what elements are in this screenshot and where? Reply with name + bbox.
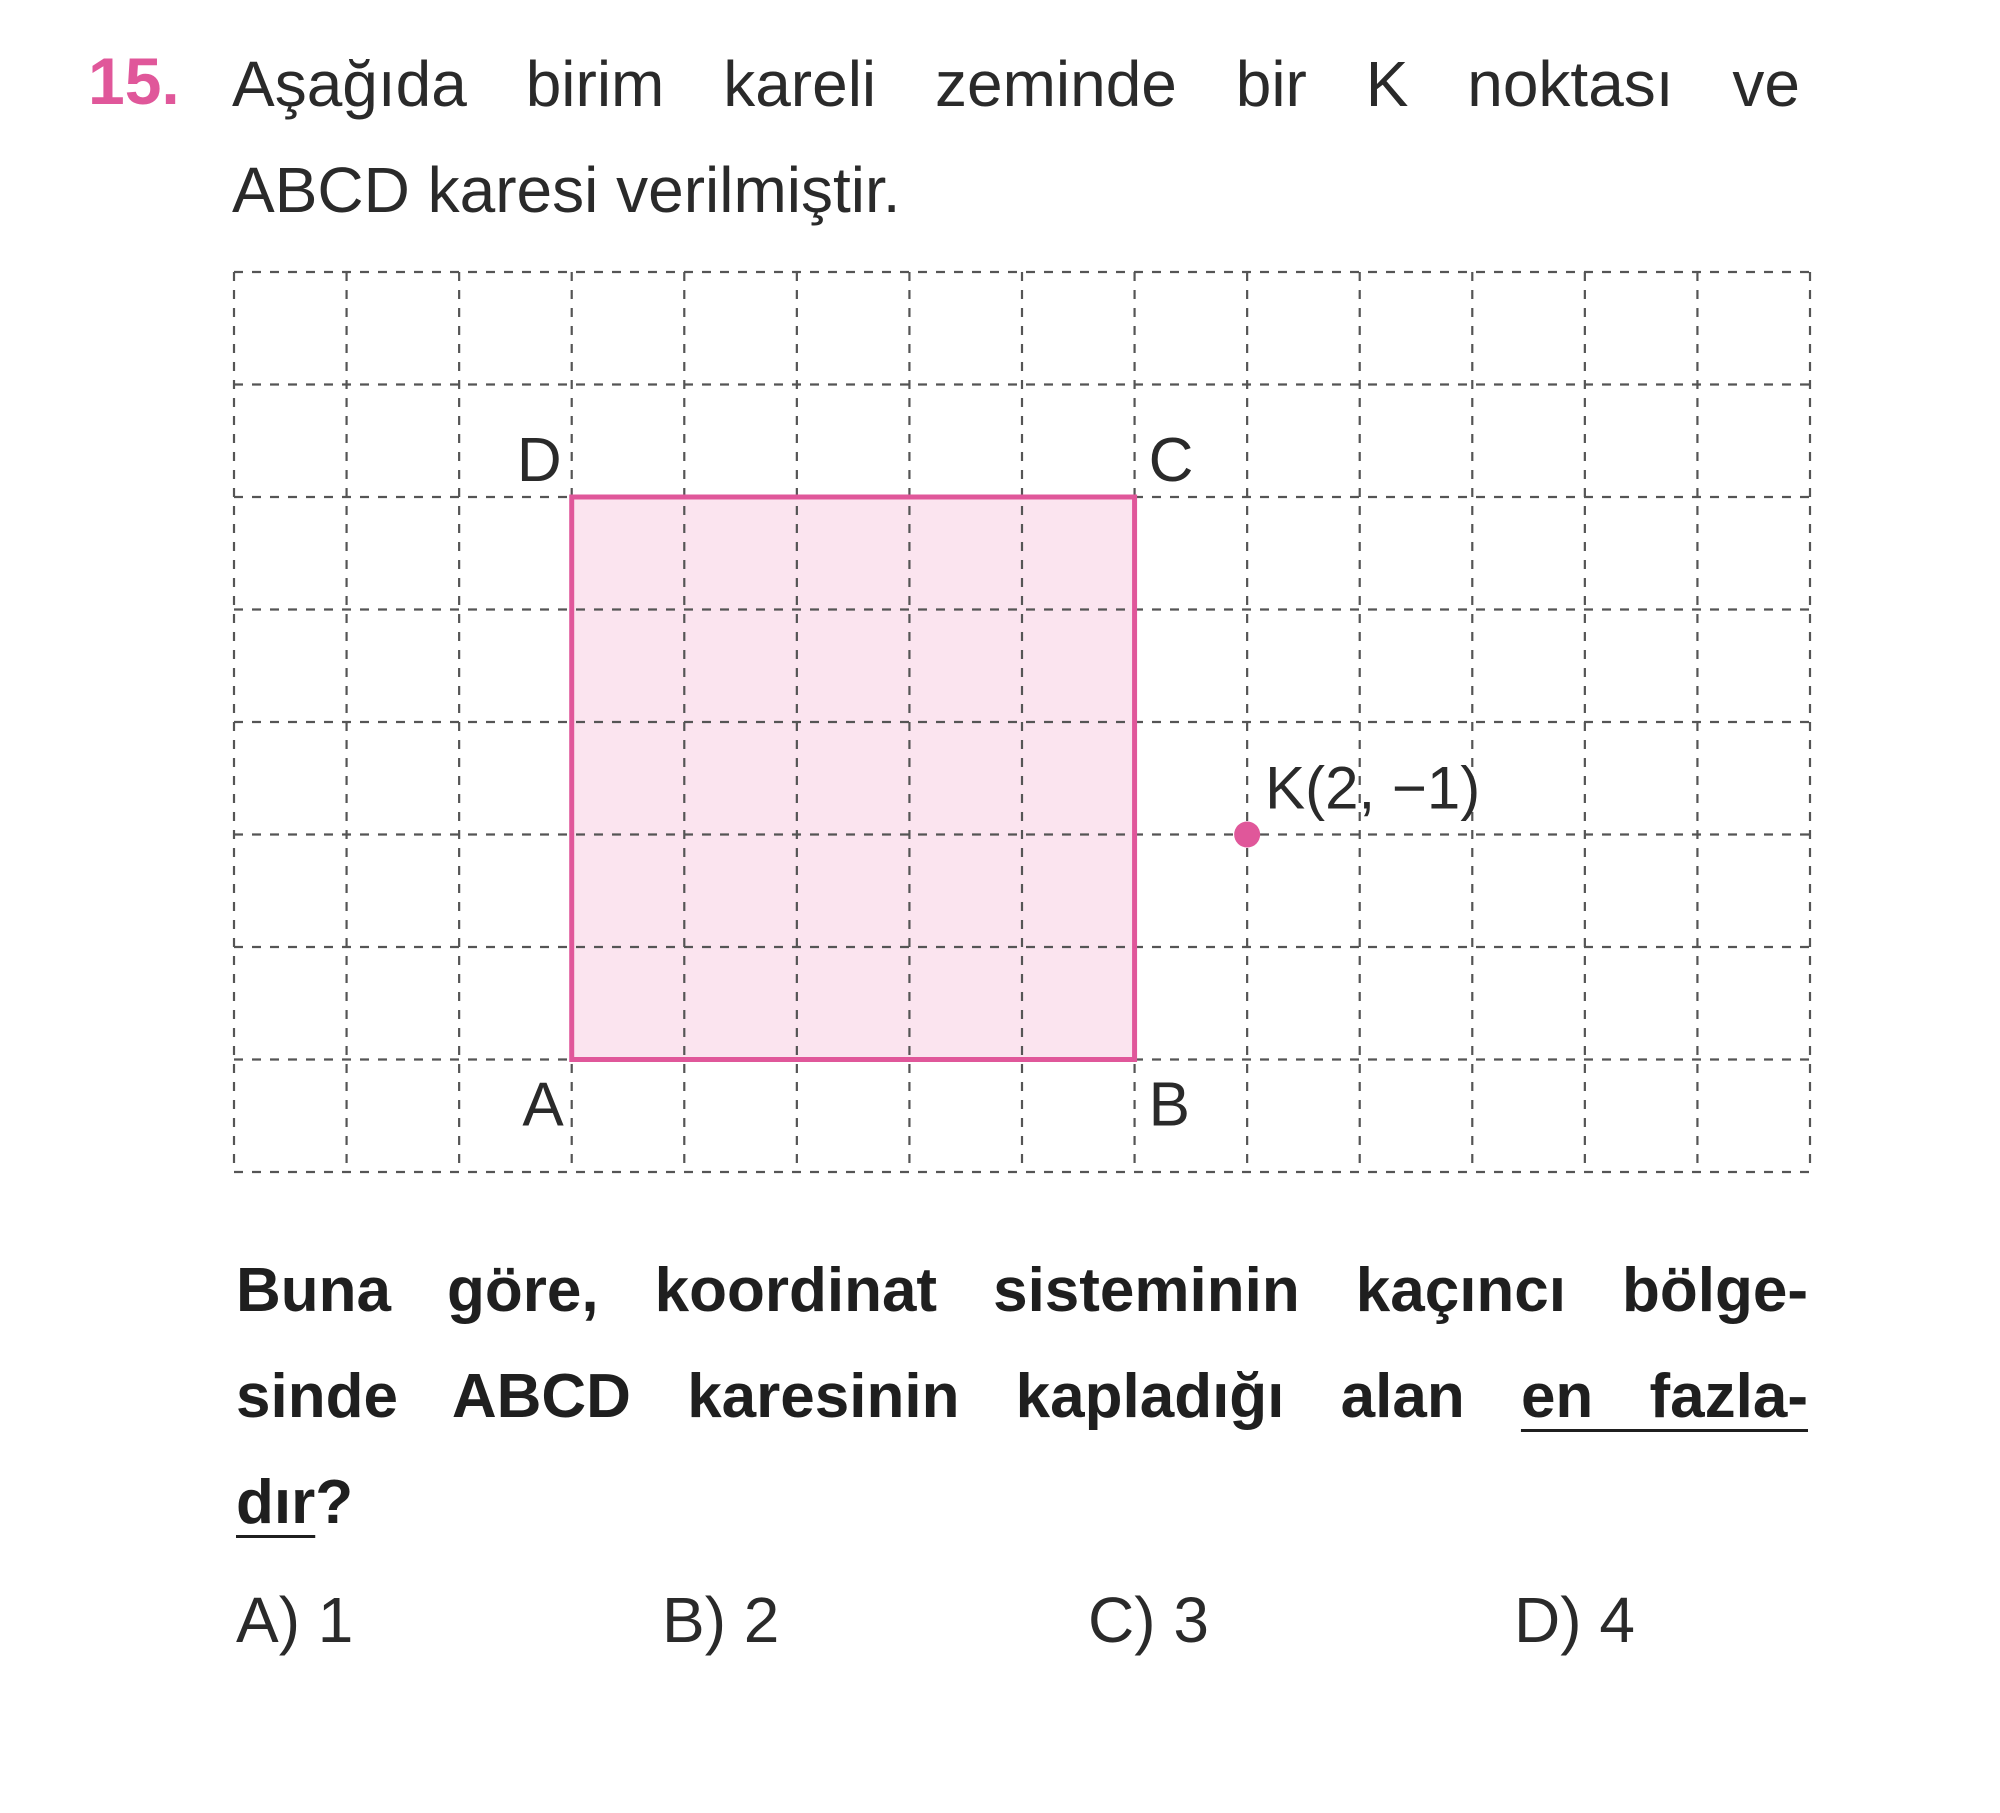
vertex-label-c: C [1148, 426, 1194, 495]
option-c[interactable] [1088, 1584, 1209, 1656]
option-c-value: 3 [1173, 1584, 1209, 1656]
question-stem-line-1: Aşağıda birim kareli zeminde bir K noktası ve [232, 48, 1800, 120]
point-k-label: K(2, −1) [1265, 754, 1481, 822]
option-d-letter: D) [1514, 1584, 1582, 1656]
vertex-label-a: A [522, 1070, 564, 1140]
prompt-question-mark: ? [315, 1468, 354, 1537]
option-a-letter: A) [236, 1584, 300, 1656]
point-k-dot [1234, 822, 1260, 848]
question-prompt-line-1: Buna göre, koordinat sisteminin kaçıncı bölge- [236, 1256, 1808, 1325]
option-b-letter: B) [662, 1584, 726, 1656]
question-stem-line-2: ABCD karesi verilmiştir. [232, 154, 901, 226]
option-a[interactable] [236, 1584, 354, 1656]
option-a-value: 1 [317, 1584, 354, 1656]
question-number: 15. [88, 44, 180, 118]
prompt-line-2-text: sinde ABCD karesinin kapladığı alan [236, 1362, 1521, 1431]
question-prompt-line-2 [236, 1362, 1809, 1431]
option-d[interactable] [1514, 1584, 1635, 1656]
option-d-value: 4 [1599, 1584, 1635, 1656]
question-prompt-line-3 [236, 1468, 354, 1537]
vertex-label-b: B [1148, 1070, 1190, 1140]
prompt-underlined-en-fazla: en fazla- [1520, 1362, 1809, 1431]
option-c-letter: C) [1088, 1584, 1156, 1656]
option-b[interactable] [662, 1584, 780, 1656]
option-b-value: 2 [743, 1584, 780, 1656]
vertex-label-d: D [516, 426, 562, 495]
prompt-underlined-dir: dır [236, 1468, 316, 1537]
square-abcd-fill [572, 497, 1135, 1060]
